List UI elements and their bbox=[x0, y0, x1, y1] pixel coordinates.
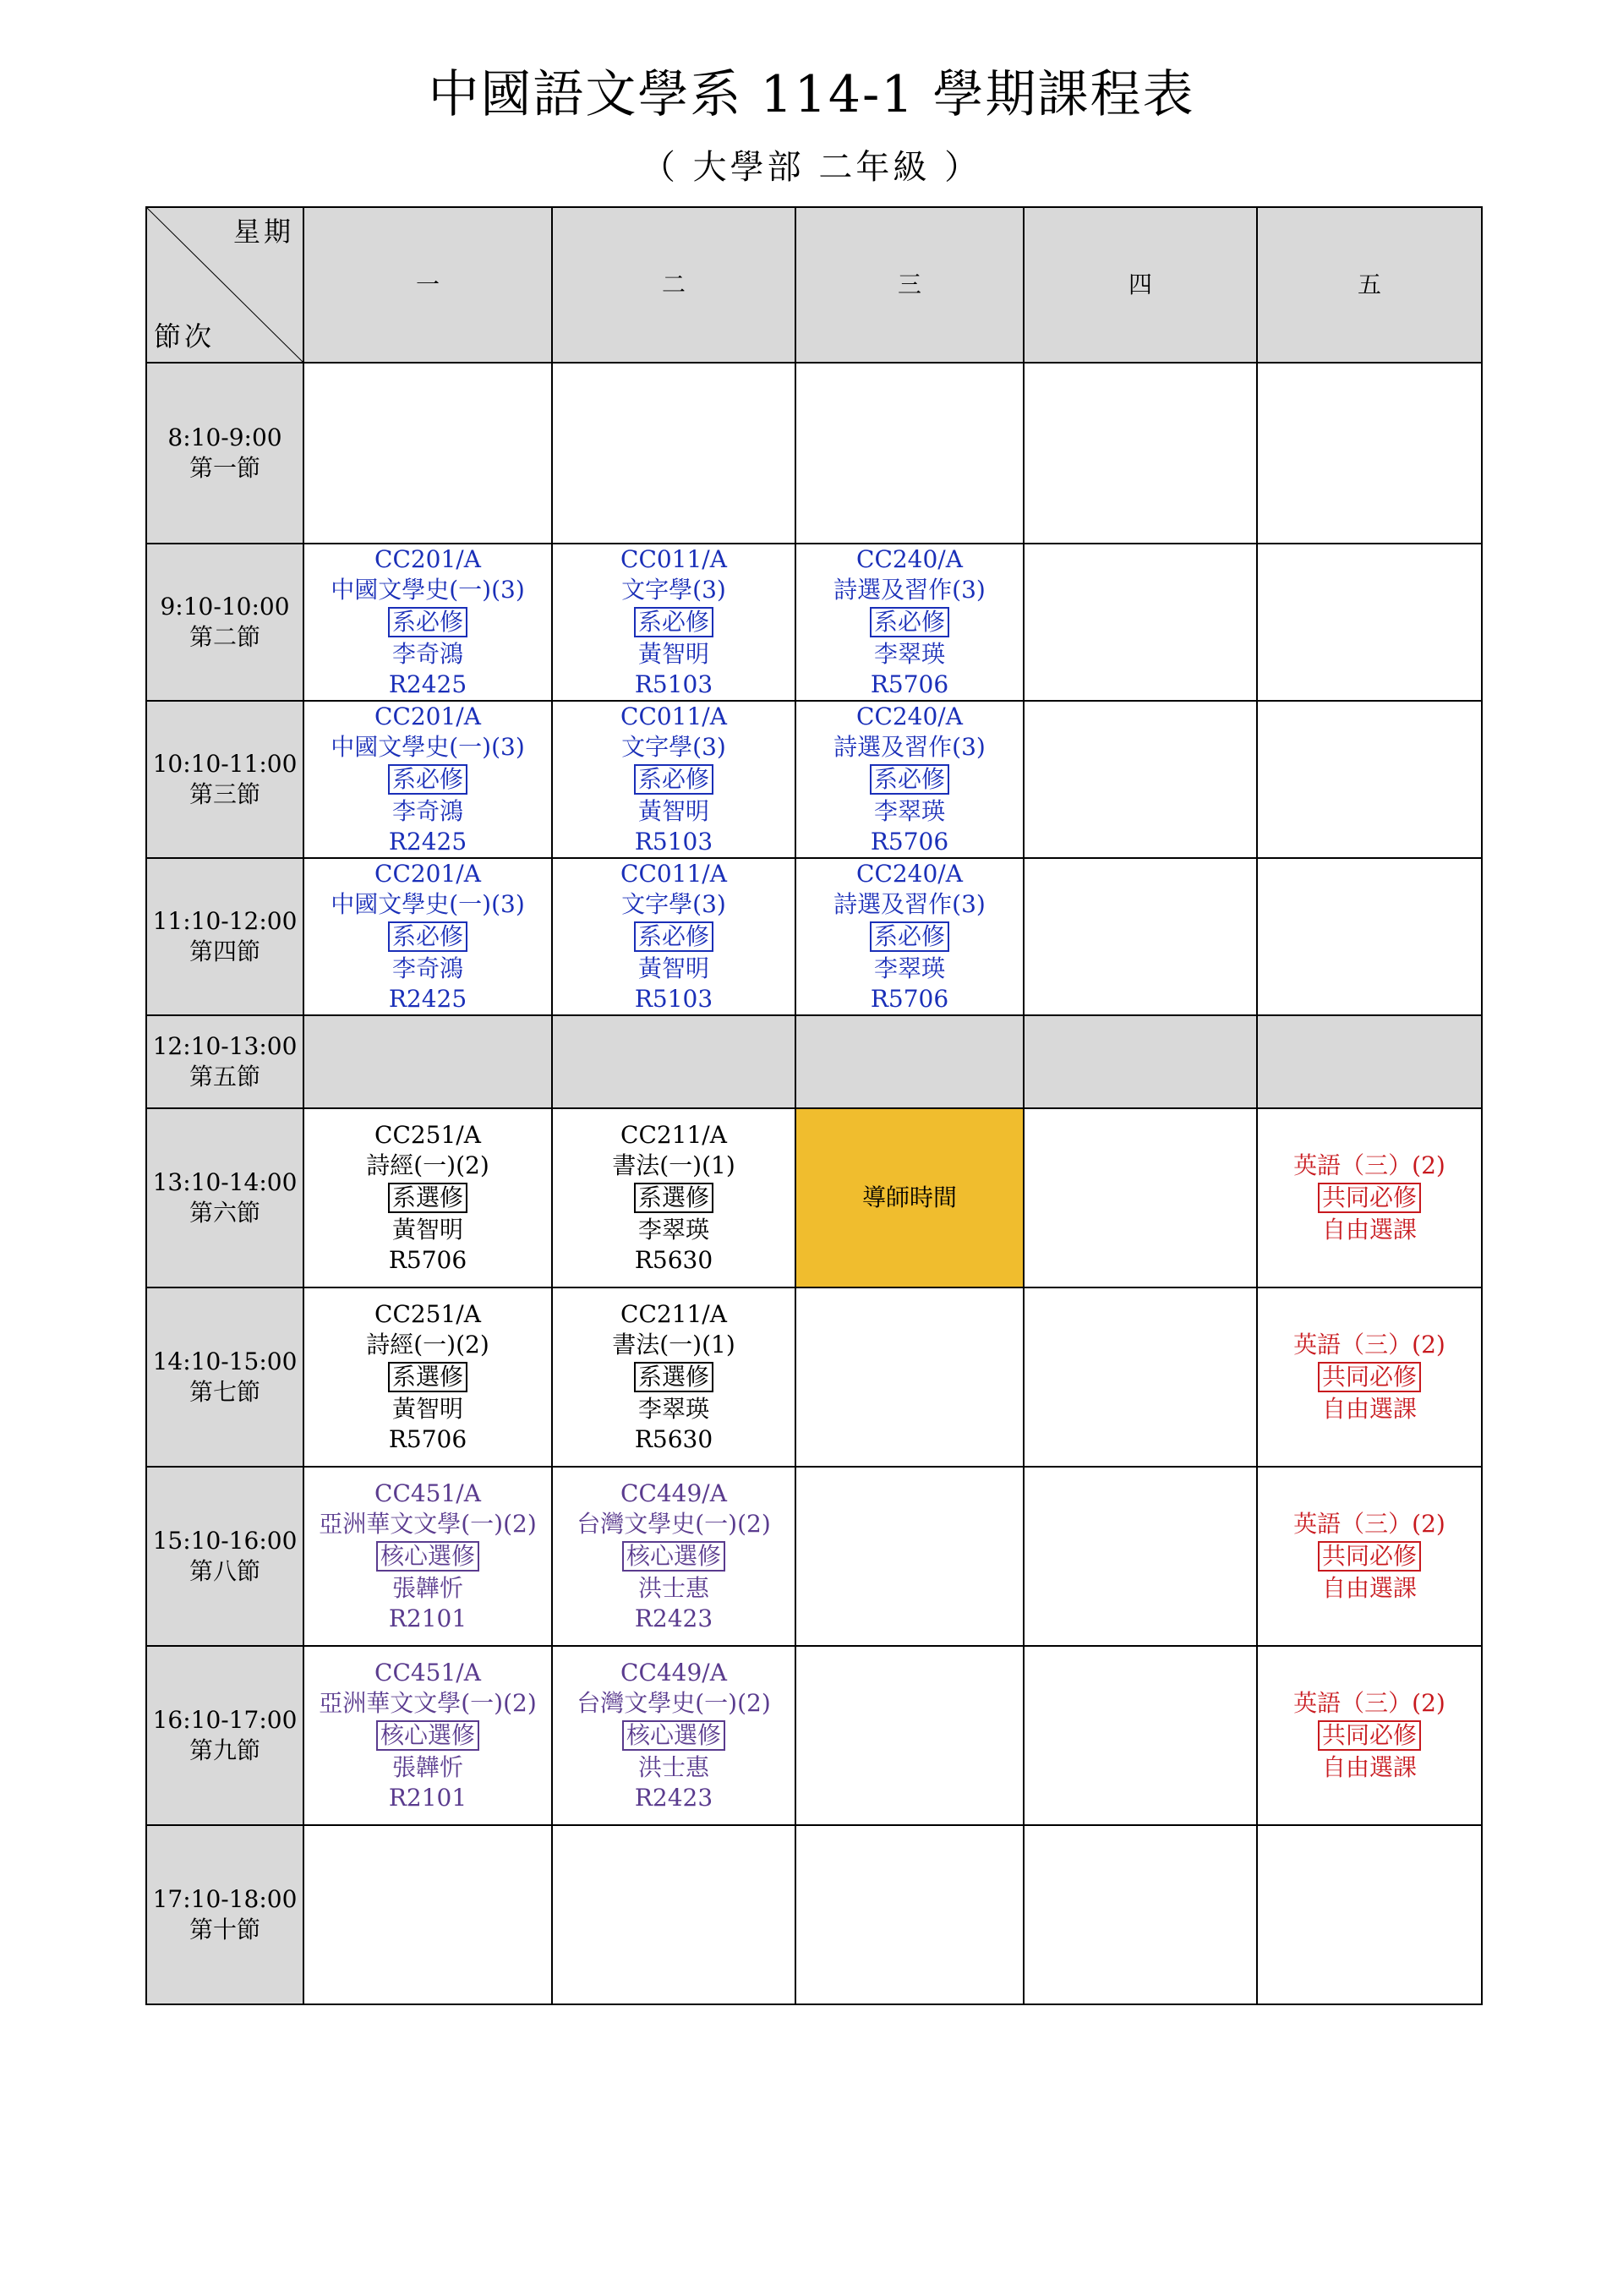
course-room: R5706 bbox=[870, 985, 949, 1013]
course-teacher: 李奇鴻 bbox=[391, 640, 463, 668]
course-teacher: 張韡忻 bbox=[391, 1753, 463, 1781]
course-code: CC201/A bbox=[374, 545, 481, 573]
course-teacher: 黃智明 bbox=[637, 954, 709, 982]
course-cell bbox=[552, 1287, 795, 1467]
period-row bbox=[146, 1825, 1482, 2004]
period-cell bbox=[146, 701, 303, 858]
course-cell bbox=[552, 858, 795, 1015]
course-teacher: 李翠瑛 bbox=[637, 1395, 709, 1423]
course-room: R2425 bbox=[388, 985, 467, 1013]
course-code: CC251/A bbox=[374, 1121, 481, 1149]
period-name: 第一節 bbox=[189, 454, 260, 482]
course-room: R5706 bbox=[870, 670, 949, 698]
period-row bbox=[146, 1467, 1482, 1646]
course-type-badge: 核心選修 bbox=[376, 1720, 479, 1751]
empty-cell bbox=[1257, 363, 1482, 544]
course-type-badge: 共同必修 bbox=[1318, 1720, 1421, 1751]
period-cell bbox=[146, 363, 303, 544]
course-name: 書法(一)(1) bbox=[612, 1151, 735, 1179]
course-code: CC240/A bbox=[856, 545, 963, 573]
period-name: 第四節 bbox=[189, 938, 260, 965]
period-name: 第六節 bbox=[189, 1199, 260, 1227]
period-time: 17:10-18:00 bbox=[152, 1885, 298, 1913]
course-teacher: 黃智明 bbox=[637, 797, 709, 825]
course-teacher: 李奇鴻 bbox=[391, 797, 463, 825]
course-code: CC011/A bbox=[620, 702, 727, 730]
empty-cell bbox=[552, 1825, 795, 2004]
course-type-badge: 系必修 bbox=[870, 921, 949, 952]
course-code: CC201/A bbox=[374, 860, 481, 888]
course-name: 文字學(3) bbox=[621, 576, 726, 604]
empty-cell bbox=[1024, 701, 1257, 858]
empty-cell bbox=[1024, 363, 1257, 544]
course-teacher: 李翠瑛 bbox=[873, 954, 945, 982]
course-type-badge: 系必修 bbox=[634, 764, 713, 795]
period-cell bbox=[146, 1287, 303, 1467]
period-cell bbox=[146, 858, 303, 1015]
course-cell bbox=[303, 1467, 552, 1646]
course-name: 詩選及習作(3) bbox=[833, 890, 986, 918]
page-subtitle: （ 大學部 二年級 ） bbox=[641, 148, 982, 187]
course-cell bbox=[552, 544, 795, 701]
course-name: 英語（三）(2) bbox=[1293, 1689, 1445, 1717]
course-name: 亞洲華文文學(一)(2) bbox=[319, 1689, 537, 1717]
course-note: 自由選課 bbox=[1321, 1574, 1417, 1602]
course-teacher: 洪士惠 bbox=[637, 1574, 709, 1602]
empty-cell bbox=[795, 363, 1024, 544]
course-type-badge: 核心選修 bbox=[622, 1720, 725, 1751]
course-room: R5706 bbox=[388, 1246, 467, 1274]
course-type-badge: 系必修 bbox=[388, 607, 467, 637]
course-cell bbox=[1257, 1108, 1482, 1287]
course-note: 自由選課 bbox=[1321, 1395, 1417, 1423]
course-name: 書法(一)(1) bbox=[612, 1331, 735, 1358]
period-name: 第五節 bbox=[189, 1063, 260, 1091]
period-time: 16:10-17:00 bbox=[152, 1706, 298, 1734]
empty-cell bbox=[795, 1646, 1024, 1825]
course-cell bbox=[552, 1108, 795, 1287]
course-room: R5103 bbox=[634, 670, 713, 698]
course-cell bbox=[552, 1467, 795, 1646]
corner-week-label: 星期 bbox=[232, 216, 294, 248]
course-cell bbox=[795, 858, 1024, 1015]
period-row bbox=[146, 363, 1482, 544]
period-time: 14:10-15:00 bbox=[152, 1348, 298, 1375]
day-header-fri: 五 bbox=[1257, 207, 1482, 363]
course-cell bbox=[1257, 1467, 1482, 1646]
course-code: CC451/A bbox=[374, 1479, 481, 1507]
period-cell bbox=[146, 1015, 303, 1108]
course-cell bbox=[552, 701, 795, 858]
course-type-badge: 共同必修 bbox=[1318, 1183, 1421, 1213]
course-room: R2423 bbox=[634, 1604, 713, 1632]
empty-cell bbox=[795, 1015, 1024, 1108]
course-type-badge: 系選修 bbox=[634, 1183, 713, 1213]
empty-cell bbox=[303, 363, 552, 544]
period-row bbox=[146, 1108, 1482, 1287]
course-cell bbox=[795, 544, 1024, 701]
empty-cell bbox=[1024, 1646, 1257, 1825]
course-cell bbox=[552, 1646, 795, 1825]
course-teacher: 黃智明 bbox=[391, 1395, 463, 1423]
empty-cell bbox=[1257, 1825, 1482, 2004]
period-cell bbox=[146, 544, 303, 701]
period-cell bbox=[146, 1646, 303, 1825]
course-room: R5630 bbox=[634, 1246, 713, 1274]
empty-cell bbox=[1024, 1108, 1257, 1287]
course-cell bbox=[303, 1287, 552, 1467]
period-row bbox=[146, 1015, 1482, 1108]
day-header-tue: 二 bbox=[552, 207, 795, 363]
course-teacher: 黃智明 bbox=[637, 640, 709, 668]
empty-cell bbox=[1257, 858, 1482, 1015]
course-teacher: 洪士惠 bbox=[637, 1753, 709, 1781]
period-time: 13:10-14:00 bbox=[152, 1168, 298, 1196]
course-code: CC240/A bbox=[856, 702, 963, 730]
period-row bbox=[146, 858, 1482, 1015]
course-cell bbox=[1257, 1646, 1482, 1825]
course-teacher: 李翠瑛 bbox=[873, 640, 945, 668]
period-time: 11:10-12:00 bbox=[152, 907, 298, 935]
period-name: 第十節 bbox=[189, 1916, 260, 1943]
course-name: 文字學(3) bbox=[621, 890, 726, 918]
period-time: 9:10-10:00 bbox=[160, 593, 290, 620]
course-teacher: 李翠瑛 bbox=[637, 1216, 709, 1244]
course-name: 中國文學史(一)(3) bbox=[331, 733, 525, 761]
course-cell bbox=[303, 701, 552, 858]
day-header-thu: 四 bbox=[1024, 207, 1257, 363]
course-code: CC011/A bbox=[620, 860, 727, 888]
course-code: CC201/A bbox=[374, 702, 481, 730]
page-title: 中國語文學系 114-1 學期課程表 bbox=[428, 65, 1195, 124]
empty-cell bbox=[1024, 1015, 1257, 1108]
period-time: 10:10-11:00 bbox=[152, 750, 298, 778]
period-row bbox=[146, 1287, 1482, 1467]
course-name: 英語（三）(2) bbox=[1293, 1331, 1445, 1358]
course-note: 自由選課 bbox=[1321, 1753, 1417, 1781]
corner-period-label: 節次 bbox=[154, 320, 216, 353]
empty-cell bbox=[552, 363, 795, 544]
course-name: 英語（三）(2) bbox=[1293, 1151, 1445, 1179]
period-name: 第八節 bbox=[189, 1557, 260, 1585]
empty-cell bbox=[1024, 1467, 1257, 1646]
empty-cell bbox=[1024, 1825, 1257, 2004]
period-cell bbox=[146, 1825, 303, 2004]
course-type-badge: 共同必修 bbox=[1318, 1362, 1421, 1392]
empty-cell bbox=[795, 1287, 1024, 1467]
empty-cell bbox=[1024, 1287, 1257, 1467]
course-name: 詩經(一)(2) bbox=[366, 1151, 489, 1179]
course-teacher: 李翠瑛 bbox=[873, 797, 945, 825]
course-teacher: 李奇鴻 bbox=[391, 954, 463, 982]
course-name: 英語（三）(2) bbox=[1293, 1510, 1445, 1538]
course-room: R2101 bbox=[388, 1784, 467, 1812]
course-type-badge: 系必修 bbox=[870, 764, 949, 795]
empty-cell bbox=[1257, 1015, 1482, 1108]
course-cell bbox=[795, 701, 1024, 858]
empty-cell bbox=[303, 1015, 552, 1108]
empty-cell bbox=[795, 1825, 1024, 2004]
period-row bbox=[146, 701, 1482, 858]
course-code: CC211/A bbox=[620, 1300, 727, 1328]
course-room: R2423 bbox=[634, 1784, 713, 1812]
course-code: CC449/A bbox=[620, 1659, 727, 1686]
course-room: R2425 bbox=[388, 670, 467, 698]
course-type-badge: 系必修 bbox=[388, 764, 467, 795]
course-cell bbox=[303, 858, 552, 1015]
course-code: CC240/A bbox=[856, 860, 963, 888]
course-teacher: 黃智明 bbox=[391, 1216, 463, 1244]
period-name: 第九節 bbox=[189, 1736, 260, 1764]
course-room: R5630 bbox=[634, 1425, 713, 1453]
course-type-badge: 核心選修 bbox=[622, 1541, 725, 1572]
course-cell bbox=[303, 1108, 552, 1287]
course-room: R5706 bbox=[388, 1425, 467, 1453]
mentor-time-cell: 導師時間 bbox=[795, 1108, 1024, 1287]
period-cell bbox=[146, 1108, 303, 1287]
empty-cell bbox=[795, 1467, 1024, 1646]
course-code: CC449/A bbox=[620, 1479, 727, 1507]
course-type-badge: 系選修 bbox=[634, 1362, 713, 1392]
course-type-badge: 系必修 bbox=[634, 607, 713, 637]
period-time: 15:10-16:00 bbox=[152, 1527, 298, 1555]
period-row bbox=[146, 544, 1482, 701]
course-type-badge: 核心選修 bbox=[376, 1541, 479, 1572]
course-type-badge: 共同必修 bbox=[1318, 1541, 1421, 1572]
empty-cell bbox=[1024, 858, 1257, 1015]
course-code: CC251/A bbox=[374, 1300, 481, 1328]
course-name: 文字學(3) bbox=[621, 733, 726, 761]
course-code: CC211/A bbox=[620, 1121, 727, 1149]
course-room: R2101 bbox=[388, 1604, 467, 1632]
course-teacher: 張韡忻 bbox=[391, 1574, 463, 1602]
empty-cell bbox=[1024, 544, 1257, 701]
empty-cell bbox=[552, 1015, 795, 1108]
day-header-mon: 一 bbox=[303, 207, 552, 363]
course-name: 亞洲華文文學(一)(2) bbox=[319, 1510, 537, 1538]
course-code: CC011/A bbox=[620, 545, 727, 573]
course-room: R2425 bbox=[388, 828, 467, 856]
header-row bbox=[146, 207, 1482, 363]
period-name: 第三節 bbox=[189, 780, 260, 808]
course-room: R5103 bbox=[634, 828, 713, 856]
period-name: 第二節 bbox=[189, 623, 260, 651]
course-name: 中國文學史(一)(3) bbox=[331, 576, 525, 604]
course-name: 詩選及習作(3) bbox=[833, 733, 986, 761]
period-time: 12:10-13:00 bbox=[152, 1032, 298, 1060]
course-cell bbox=[1257, 1287, 1482, 1467]
course-type-badge: 系選修 bbox=[388, 1183, 467, 1213]
period-cell bbox=[146, 1467, 303, 1646]
period-row bbox=[146, 1646, 1482, 1825]
course-name: 詩選及習作(3) bbox=[833, 576, 986, 604]
corner-cell bbox=[146, 207, 303, 363]
day-header-wed: 三 bbox=[795, 207, 1024, 363]
course-name: 詩經(一)(2) bbox=[366, 1331, 489, 1358]
schedule-table bbox=[145, 206, 1483, 2005]
course-cell bbox=[303, 1646, 552, 1825]
course-type-badge: 系選修 bbox=[388, 1362, 467, 1392]
course-room: R5103 bbox=[634, 985, 713, 1013]
course-name: 台灣文學史(一)(2) bbox=[577, 1689, 771, 1717]
course-room: R5706 bbox=[870, 828, 949, 856]
empty-cell bbox=[1257, 701, 1482, 858]
empty-cell bbox=[1257, 544, 1482, 701]
course-code: CC451/A bbox=[374, 1659, 481, 1686]
empty-cell bbox=[303, 1825, 552, 2004]
course-type-badge: 系必修 bbox=[388, 921, 467, 952]
course-type-badge: 系必修 bbox=[870, 607, 949, 637]
course-name: 台灣文學史(一)(2) bbox=[577, 1510, 771, 1538]
course-type-badge: 系必修 bbox=[634, 921, 713, 952]
course-name: 中國文學史(一)(3) bbox=[331, 890, 525, 918]
period-name: 第七節 bbox=[189, 1378, 260, 1406]
period-time: 8:10-9:00 bbox=[167, 424, 282, 451]
course-cell bbox=[303, 544, 552, 701]
course-note: 自由選課 bbox=[1321, 1216, 1417, 1244]
